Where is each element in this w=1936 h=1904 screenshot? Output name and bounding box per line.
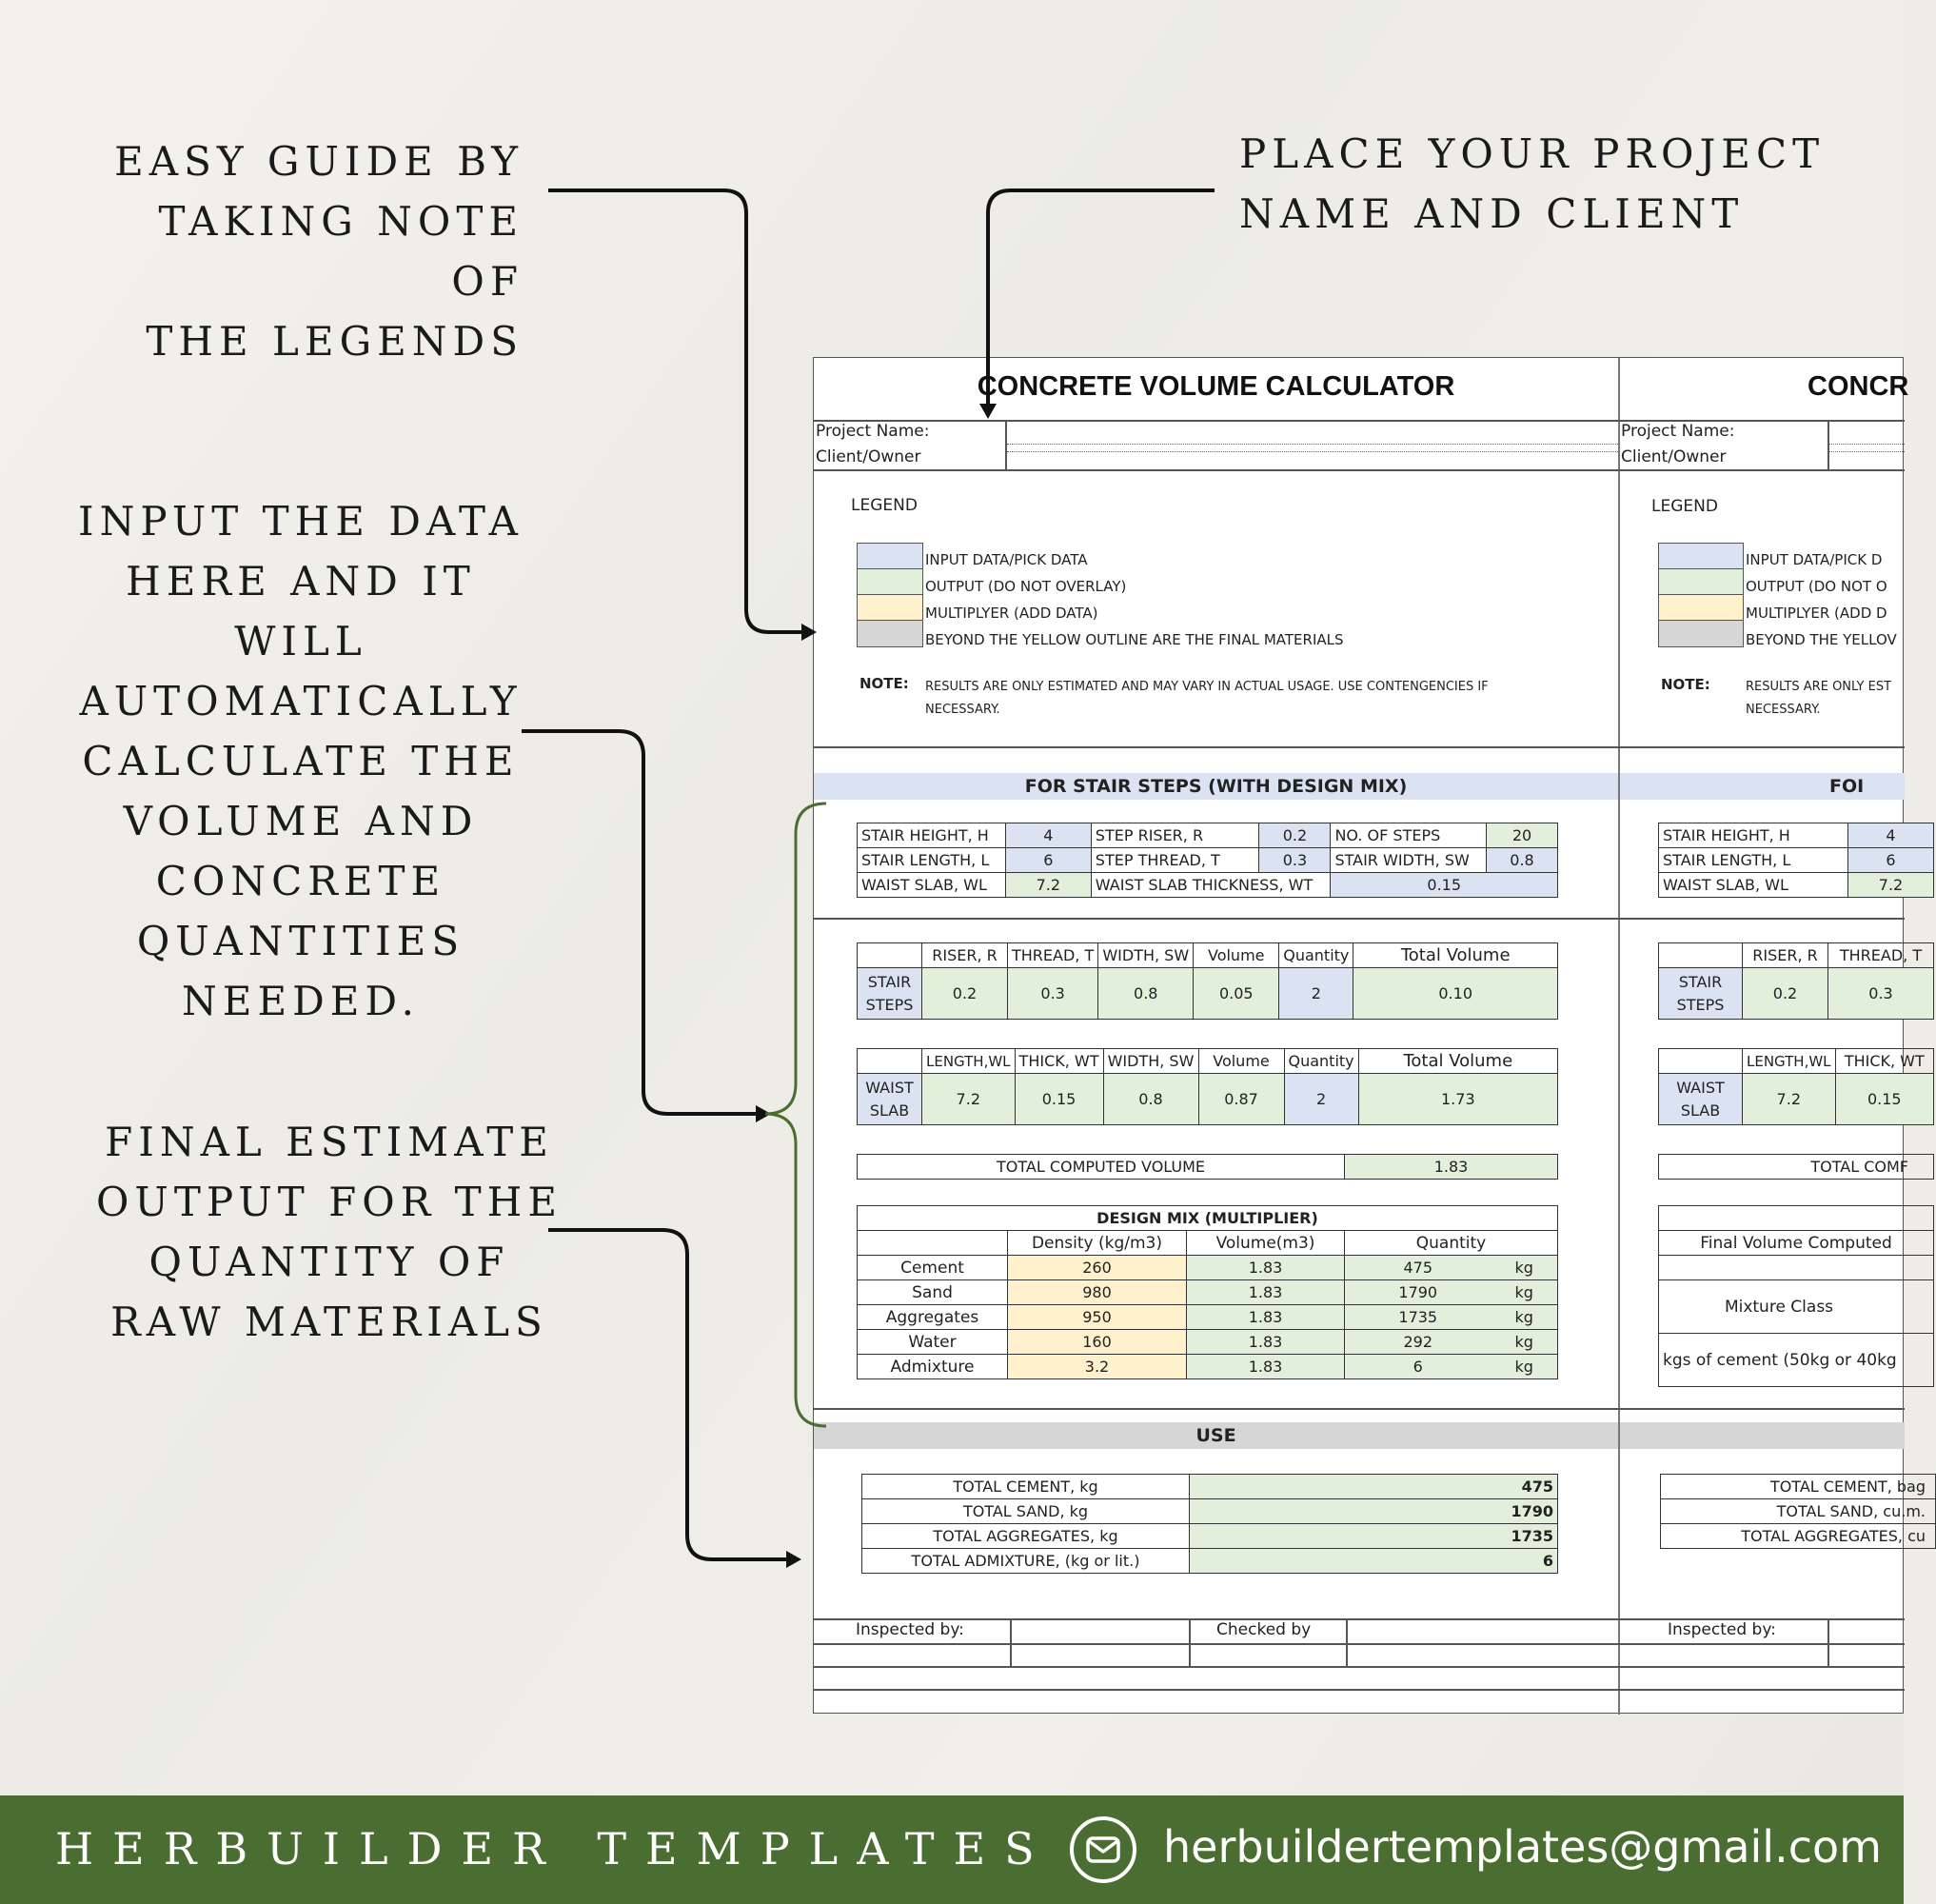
legend-label: LEGEND [851, 496, 918, 515]
waist-thick-2: 0.15 [1835, 1074, 1933, 1125]
total-computed-clipped: TOTAL COMF [1659, 1155, 1934, 1180]
waist-header-thick: THICK, WT [1015, 1049, 1103, 1074]
waist-header-length: LENGTH,WL [922, 1049, 1016, 1074]
checked-label: Checked by [1216, 1620, 1312, 1639]
use-band: USE [814, 1422, 1618, 1449]
project-name-label-2: Project Name: [1621, 422, 1735, 441]
mix-header-density: Density (kg/m3) [1008, 1231, 1187, 1256]
mix-header-quantity: Quantity [1345, 1231, 1558, 1256]
footer-bar [0, 1795, 1904, 1904]
legend-multiplier-2: MULTIPLYER (ADD D [1746, 605, 1887, 622]
waist-volume: 0.87 [1198, 1074, 1284, 1125]
mix-cement-density[interactable]: 260 [1008, 1256, 1187, 1280]
mix-sand-qty: 1790 [1345, 1280, 1492, 1305]
mix-admixture-volume: 1.83 [1187, 1355, 1345, 1379]
client-label: Client/Owner [816, 447, 921, 466]
stair-height-input[interactable]: 4 [1005, 823, 1091, 848]
waist-header-quantity: Quantity [1284, 1049, 1358, 1074]
mix-aggregates-label: Aggregates [858, 1305, 1008, 1330]
legend-final-2: BEYOND THE YELLOV [1746, 631, 1897, 648]
waist-quantity[interactable]: 2 [1284, 1074, 1358, 1125]
waist-thick-input[interactable]: 0.15 [1331, 873, 1558, 898]
mix-aggregates-qty: 1735 [1345, 1305, 1492, 1330]
note-label: NOTE: [859, 675, 909, 692]
project-name-label: Project Name: [816, 422, 930, 441]
mix-admixture-unit: kg [1492, 1355, 1558, 1379]
steps-row-label-1-2: STAIR [1678, 972, 1723, 991]
mix-aggregates-unit: kg [1492, 1305, 1558, 1330]
legend-output-2: OUTPUT (DO NOT O [1746, 578, 1887, 595]
waist-header-length-2: LENGTH,WL [1743, 1049, 1836, 1074]
steps-header-riser: RISER, R [922, 943, 1008, 968]
mix-cement-unit: kg [1492, 1256, 1558, 1280]
steps-riser: 0.2 [922, 968, 1008, 1020]
waist-slab-label: WAIST SLAB, WL [858, 873, 1006, 898]
final-volume-label: Final Volume Computed [1659, 1231, 1934, 1256]
total-cement-clipped: TOTAL CEMENT, bag [1661, 1475, 1936, 1499]
total-cement-label: TOTAL CEMENT, kg [862, 1475, 1190, 1499]
no-steps-label: NO. OF STEPS [1331, 823, 1487, 848]
stair-length-input[interactable]: 6 [1005, 848, 1091, 873]
steps-header-thread: THREAD, T [1008, 943, 1098, 968]
steps-header-volume: Volume [1194, 943, 1279, 968]
waist-row-label-2-2: SLAB [1680, 1101, 1721, 1120]
step-riser-label: STEP RISER, R [1091, 823, 1259, 848]
sheet-title: CONCRETE VOLUME CALCULATOR [977, 371, 1455, 402]
waist-header-total: Total Volume [1358, 1049, 1557, 1074]
mixture-class-label: Mixture Class [1659, 1280, 1934, 1334]
total-sand-label: TOTAL SAND, kg [862, 1499, 1190, 1524]
legend-multiplier: MULTIPLYER (ADD DATA) [925, 605, 1098, 622]
legend-input-2: INPUT DATA/PICK D [1746, 551, 1883, 568]
waist-length-2: 7.2 [1743, 1074, 1836, 1125]
callout-input-data: INPUT THE DATA HERE AND IT WILL AUTOMATICALLY CALCULATE THE VOLUME AND CONCRETE QUANTITIES NEEDED. [77, 498, 524, 1024]
total-sand-value: 1790 [1190, 1499, 1558, 1524]
waist-thick-label: WAIST SLAB THICKNESS, WT [1091, 873, 1331, 898]
inspected-label: Inspected by: [856, 1620, 964, 1639]
no-steps-output: 20 [1487, 823, 1558, 848]
stair-width-label: STAIR WIDTH, SW [1331, 848, 1487, 873]
mix-sand-volume: 1.83 [1187, 1280, 1345, 1305]
waist-header-volume: Volume [1198, 1049, 1284, 1074]
steps-thread: 0.3 [1008, 968, 1098, 1020]
design-mix-title: DESIGN MIX (MULTIPLIER) [858, 1206, 1558, 1231]
steps-row-label-2-2: STEPS [1676, 995, 1725, 1014]
steps-thread-2: 0.3 [1828, 968, 1934, 1020]
mix-cement-label: Cement [858, 1256, 1008, 1280]
mix-cement-qty: 475 [1345, 1256, 1492, 1280]
steps-riser-2: 0.2 [1743, 968, 1828, 1020]
waist-header-width: WIDTH, SW [1103, 1049, 1198, 1074]
stair-height-label: STAIR HEIGHT, H [858, 823, 1006, 848]
mix-aggregates-density[interactable]: 950 [1008, 1305, 1187, 1330]
steps-volume: 0.05 [1194, 968, 1279, 1020]
mix-sand-unit: kg [1492, 1280, 1558, 1305]
waist-length: 7.2 [922, 1074, 1016, 1125]
mix-admixture-label: Admixture [858, 1355, 1008, 1379]
mix-water-qty: 292 [1345, 1330, 1492, 1355]
mix-cement-volume: 1.83 [1187, 1256, 1345, 1280]
sheet-title-clipped: CONCR [1808, 371, 1909, 402]
steps-quantity[interactable]: 2 [1279, 968, 1353, 1020]
waist-header-thick-2: THICK, WT [1835, 1049, 1933, 1074]
steps-header-riser-2: RISER, R [1743, 943, 1828, 968]
total-aggregates-value: 1735 [1190, 1524, 1558, 1549]
mix-sand-density[interactable]: 980 [1008, 1280, 1187, 1305]
mail-icon [1070, 1816, 1136, 1883]
steps-total: 0.10 [1353, 968, 1558, 1020]
total-sand-clipped: TOTAL SAND, cu.m. [1661, 1499, 1936, 1524]
brand-name: HERBUILDER TEMPLATES [55, 1823, 1054, 1874]
mix-water-label: Water [858, 1330, 1008, 1355]
mix-water-unit: kg [1492, 1330, 1558, 1355]
steps-header-thread-2: THREAD, T [1828, 943, 1934, 968]
mix-admixture-density[interactable]: 3.2 [1008, 1355, 1187, 1379]
step-thread-label: STEP THREAD, T [1091, 848, 1259, 873]
steps-header-width: WIDTH, SW [1098, 943, 1194, 968]
total-aggregates-label: TOTAL AGGREGATES, kg [862, 1524, 1190, 1549]
note-text-2-clipped: NECESSARY. [1746, 703, 1821, 717]
steps-row-label-2: STEPS [865, 995, 914, 1014]
waist-width: 0.8 [1103, 1074, 1198, 1125]
inspected-label-2: Inspected by: [1668, 1620, 1776, 1639]
section-title: FOR STAIR STEPS (WITH DESIGN MIX) [814, 773, 1618, 800]
total-admixture-label: TOTAL ADMIXTURE, (kg or lit.) [862, 1549, 1190, 1574]
mix-water-density[interactable]: 160 [1008, 1330, 1187, 1355]
note-text-2: NECESSARY. [925, 703, 1000, 717]
mix-header-volume: Volume(m3) [1187, 1231, 1345, 1256]
total-aggregates-clipped: TOTAL AGGREGATES, cu [1661, 1524, 1936, 1549]
waist-row-label-1-2: WAIST [1676, 1078, 1725, 1097]
steps-header-total: Total Volume [1353, 943, 1558, 968]
note-label-2: NOTE: [1661, 676, 1710, 693]
callout-final-estimate: FINAL ESTIMATE OUTPUT FOR THE QUANTITY OF RAW MATERIALS [96, 1119, 563, 1345]
waist-row-label-2: SLAB [869, 1101, 910, 1120]
total-computed-label: TOTAL COMPUTED VOLUME [858, 1155, 1345, 1180]
step-riser-input[interactable]: 0.2 [1259, 823, 1331, 848]
stair-length-label-2: STAIR LENGTH, L [1659, 848, 1848, 873]
contact-email[interactable]: herbuildertemplates@gmail.com [1163, 1821, 1882, 1873]
steps-header-quantity: Quantity [1279, 943, 1353, 968]
step-thread-input[interactable]: 0.3 [1259, 848, 1331, 873]
legend-label-2: LEGEND [1651, 497, 1718, 516]
callout-legend-guide: EASY GUIDE BY TAKING NOTE OF THE LEGENDS [114, 138, 524, 365]
client-label-2: Client/Owner [1621, 447, 1727, 466]
kgs-cement-label: kgs of cement (50kg or 40kg [1659, 1334, 1934, 1387]
note-text-1: RESULTS ARE ONLY ESTIMATED AND MAY VARY IN ACTUAL USAGE. USE CONTENGENCIES IF [925, 680, 1489, 694]
legend-input: INPUT DATA/PICK DATA [925, 551, 1088, 568]
stair-height-label-2: STAIR HEIGHT, H [1659, 823, 1848, 848]
stair-length-label: STAIR LENGTH, L [858, 848, 1006, 873]
legend-output: OUTPUT (DO NOT OVERLAY) [925, 578, 1127, 595]
steps-width: 0.8 [1098, 968, 1194, 1020]
total-cement-value: 475 [1190, 1475, 1558, 1499]
mix-water-volume: 1.83 [1187, 1330, 1345, 1355]
legend-final: BEYOND THE YELLOW OUTLINE ARE THE FINAL MATERIALS [925, 631, 1344, 648]
note-text-clipped: RESULTS ARE ONLY EST [1746, 680, 1892, 694]
stair-length-input-2[interactable]: 6 [1848, 848, 1934, 873]
waist-row-label-1: WAIST [865, 1078, 914, 1097]
mix-admixture-qty: 6 [1345, 1355, 1492, 1379]
waist-slab-output: 7.2 [1005, 873, 1091, 898]
waist-thick: 0.15 [1015, 1074, 1103, 1125]
waist-slab-output-2: 7.2 [1848, 873, 1934, 898]
steps-row-label-1: STAIR [867, 972, 912, 991]
section-title-clipped: FOI [1620, 773, 1905, 800]
stair-width-input[interactable]: 0.8 [1487, 848, 1558, 873]
stair-height-input-2[interactable]: 4 [1848, 823, 1934, 848]
callout-project-name: PLACE YOUR PROJECT NAME AND CLIENT [1239, 130, 1826, 237]
mix-sand-label: Sand [858, 1280, 1008, 1305]
waist-total: 1.73 [1358, 1074, 1557, 1125]
mix-aggregates-volume: 1.83 [1187, 1305, 1345, 1330]
total-computed-value: 1.83 [1345, 1155, 1558, 1180]
total-admixture-value: 6 [1190, 1549, 1558, 1574]
waist-slab-label-2: WAIST SLAB, WL [1659, 873, 1848, 898]
